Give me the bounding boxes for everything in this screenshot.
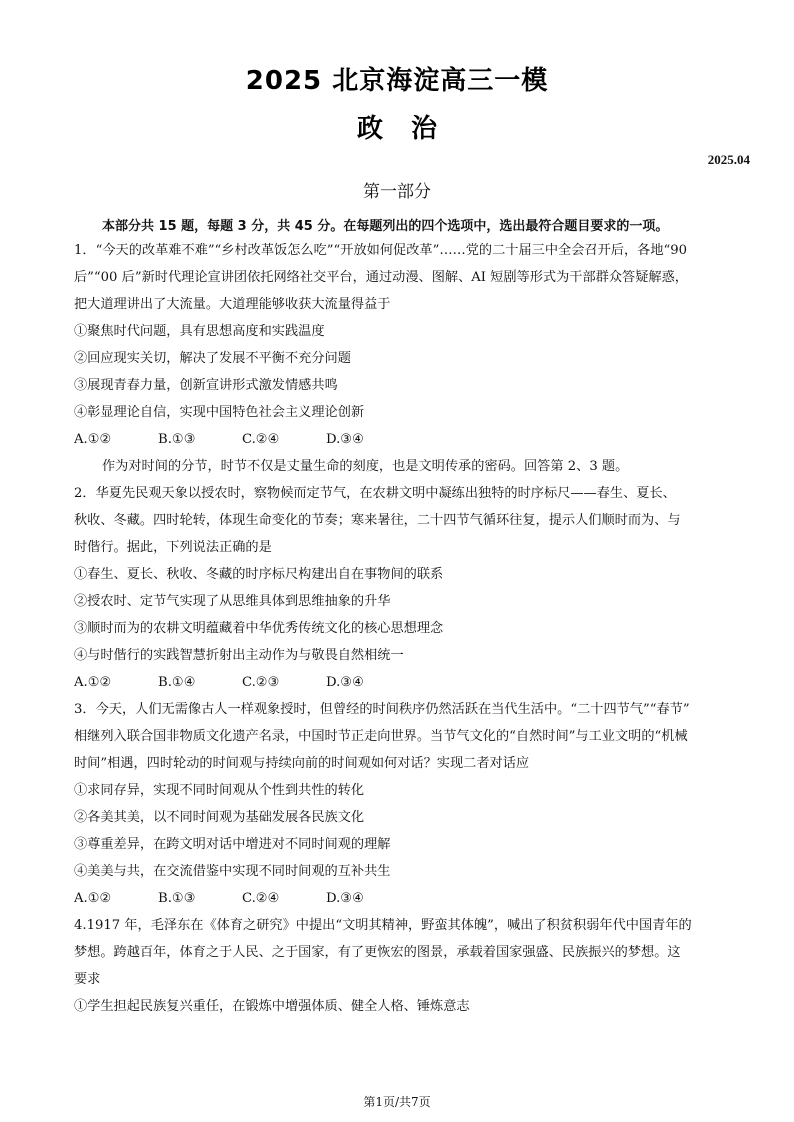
q1-option-c: C.②④	[242, 432, 280, 447]
instructions: 本部分共 15 题，每题 3 分，共 45 分。在每题列出的四个选项中，选出最符合题目要求的一项。	[102, 219, 669, 234]
q1-item: ①聚焦时代问题，具有思想高度和实践温度	[74, 324, 325, 339]
q1-option-b: B.①③	[158, 432, 196, 447]
q2-item: ②授农时、定节气实现了从思维具体到思维抽象的升华	[74, 594, 391, 609]
q3-item: ①求同存异，实现不同时间观从个性到共性的转化	[74, 783, 365, 798]
q3-option-b: B.①③	[158, 891, 196, 906]
q2-options	[74, 669, 726, 696]
q2-item: ①春生、夏长、秋收、冬藏的时序标尺构建出自在事物间的联系	[74, 567, 444, 582]
q1-stem-line: 1．“今天的改革难不难”“乡村改革饭怎么吃”“开放如何促改革”……党的二十届三中全会召开后，各地“90	[74, 243, 688, 258]
subject-title: 政治	[356, 114, 465, 144]
q3-option-d: D.③④	[326, 891, 364, 906]
q3-stem-line: 相继列入联合国非物质文化遗产名录，中国时节正走向世界。当节气文化的“自然时间”与工业文明的“机械	[74, 729, 688, 744]
q2-option-b: B.①④	[158, 675, 196, 690]
exam-title: 2025 北京海淀高三一模	[245, 66, 549, 96]
intro-q2-q3: 作为对时间的分节，时节不仅是丈量生命的刻度，也是文明传承的密码。回答第 2、3 题。	[102, 459, 629, 474]
q1-item: ②回应现实关切，解决了发展不平衡不充分问题	[74, 351, 351, 366]
q1-stem-line: 后”“00 后”新时代理论宣讲团依托网络社交平台，通过动漫、图解、AI 短剧等形式为干部群众答疑解惑，	[74, 270, 688, 285]
q4-stem-line: 要求	[74, 972, 101, 987]
q3-item: ②各美其美，以不同时间观为基础发展各民族文化	[74, 810, 365, 825]
q3-stem-line: 时间”相遇，四时轮动的时间观与持续向前的时间观如何对话？实现二者对话应	[74, 756, 530, 771]
page-footer: 第1页/共7页	[363, 1095, 431, 1109]
q2-option-a: A.①②	[74, 675, 112, 690]
q3-stem-line: 3．今天，人们无需像古人一样观象授时，但曾经的时间秩序仍然活跃在当代生活中。“二十四节气”“春节”	[74, 702, 690, 717]
q2-stem-line: 时偕行。据此，下列说法正确的是	[74, 540, 272, 555]
q2-stem-line: 2．华夏先民观天象以授农时，察物候而定节气，在农耕文明中凝练出独特的时序标尺——春生、夏长、	[74, 486, 676, 501]
q3-options	[74, 885, 726, 912]
q2-option-d: D.③④	[326, 675, 364, 690]
q2-item: ③顺时而为的农耕文明蕴藏着中华优秀传统文化的核心思想理念	[74, 621, 444, 636]
q2-item: ④与时偕行的实践智慧折射出主动作为与敬畏自然相统一	[74, 648, 404, 663]
q2-option-c: C.②③	[242, 675, 280, 690]
q4-stem-line: 4.1917 年，毛泽东在《体育之研究》中提出“文明其精神，野蛮其体魄”，喊出了积贫积弱年代中国青年的	[74, 918, 692, 933]
questions	[74, 237, 726, 1020]
q2-stem-line: 秋收、冬藏。四时轮转，体现生命变化的节奏；寒来暑往，二十四节气循环往复，提示人们顺时而为、与	[74, 513, 681, 528]
q4-stem-line: 梦想。跨越百年，体育之于人民、之于国家，有了更恢宏的图景，承载着国家强盛、民族振兴的梦想。这	[74, 945, 681, 960]
exam-date: 2025.04	[707, 152, 750, 167]
q1-option-a: A.①②	[74, 432, 112, 447]
q1-stem-line: 把大道理讲出了大流量。大道理能够收获大流量得益于	[74, 297, 391, 312]
q3-option-a: A.①②	[74, 891, 112, 906]
q1-item: ③展现青春力量，创新宣讲形式激发情感共鸣	[74, 378, 338, 393]
q3-item: ③尊重差异，在跨文明对话中增进对不同时间观的理解	[74, 837, 391, 852]
part-heading: 第一部分	[363, 182, 431, 202]
q3-option-c: C.②④	[242, 891, 280, 906]
q3-item: ④美美与共，在交流借鉴中实现不同时间观的互补共生	[74, 864, 391, 879]
q1-options	[74, 426, 726, 453]
q1-option-d: D.③④	[326, 432, 364, 447]
q4-item: ①学生担起民族复兴重任，在锻炼中增强体质、健全人格、锤炼意志	[74, 999, 470, 1014]
q1-item: ④彰显理论自信，实现中国特色社会主义理论创新	[74, 405, 365, 420]
